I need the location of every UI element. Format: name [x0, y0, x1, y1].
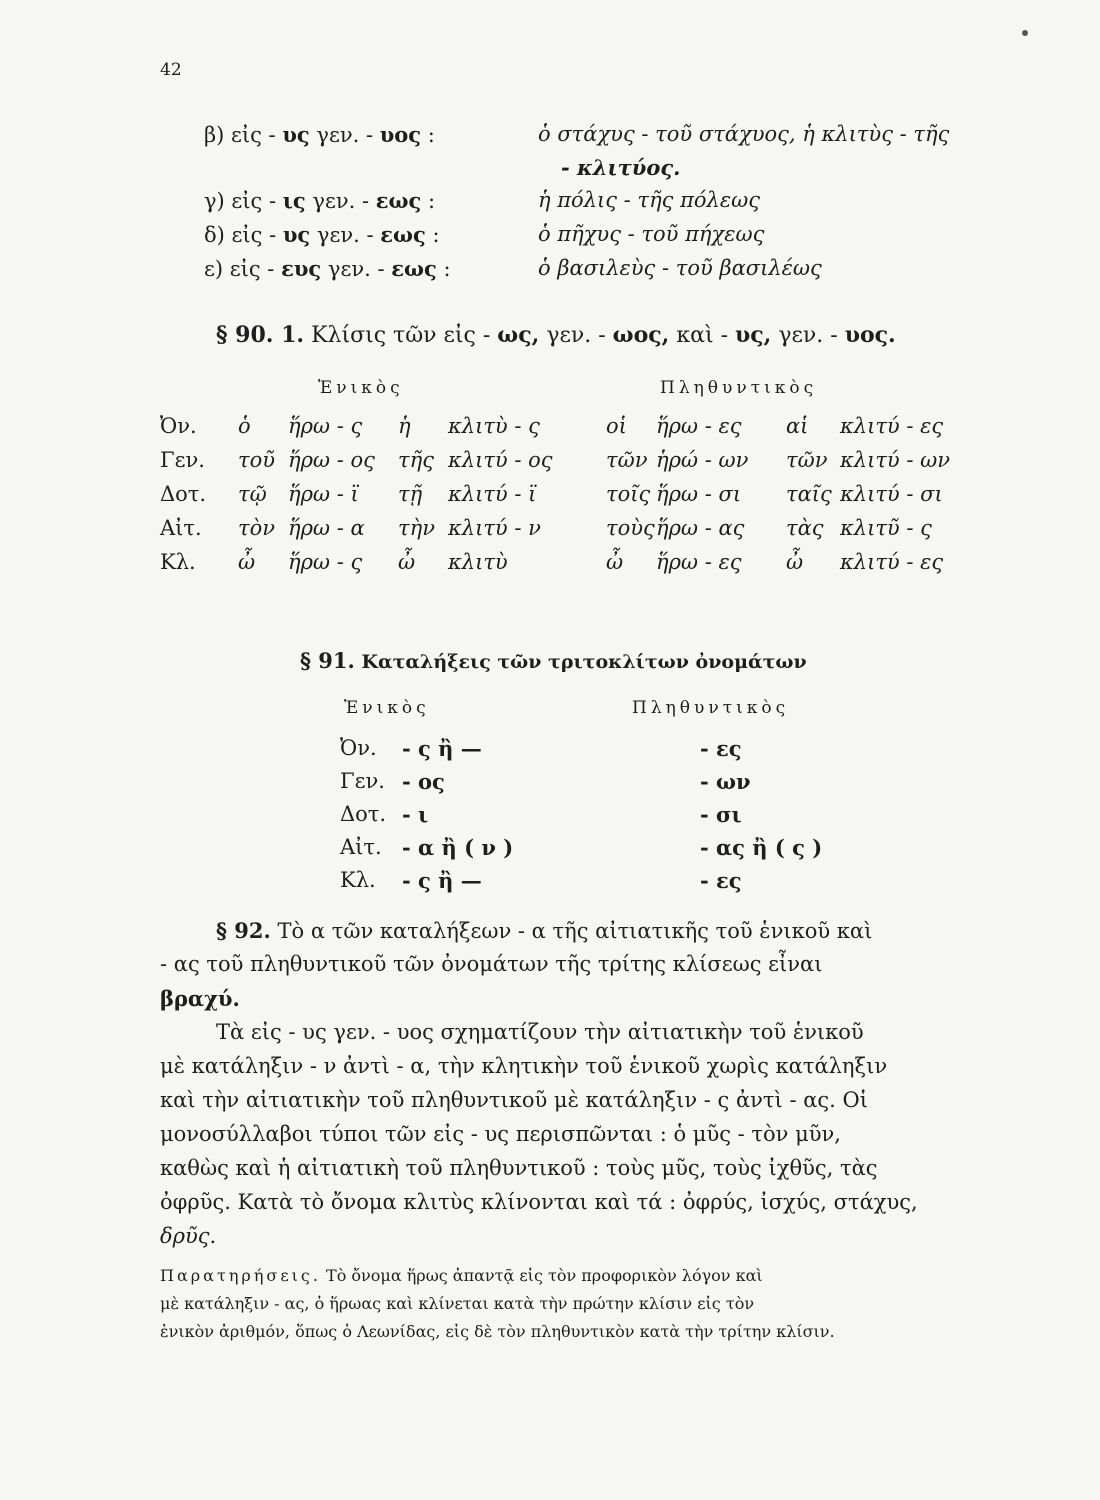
ending: - α ἢ ( ν )	[402, 835, 514, 860]
paragraph-line: καὶ τὴν αἰτιατικὴν τοῦ πληθυντικοῦ μὲ κατάληξιν - ς ἀντὶ - ας. Οἱ	[160, 1088, 868, 1112]
section-92-line-2: - ας τοῦ πληθυντικοῦ τῶν ὀνομάτων τῆς τρίτης κλίσεως εἶναι	[160, 952, 823, 976]
form: κλιτύ - ν	[448, 516, 541, 540]
case-label: Ὀν.	[340, 736, 377, 760]
case-label: Δοτ.	[160, 482, 207, 506]
ending-gamma	[204, 188, 435, 213]
genitive-label: γεν. -	[316, 223, 374, 247]
table-row	[0, 868, 1100, 902]
section-title-part: γεν. -	[546, 323, 606, 348]
singular-header: Ἑνικὸς	[318, 378, 404, 398]
form: ἥρω - ες	[656, 550, 742, 574]
case-label: Γεν.	[340, 769, 385, 793]
form: κλιτύ - σι	[840, 482, 943, 506]
case-label: Κλ.	[340, 868, 376, 892]
colon: :	[428, 189, 436, 213]
article: τοὺς	[606, 516, 655, 540]
page-number: 42	[160, 60, 182, 80]
ending: - ς ἢ —	[402, 868, 482, 893]
section-91-heading	[300, 648, 807, 673]
ending-suffix: υς	[282, 222, 311, 247]
plural-header: Πληθυντικὸς	[660, 378, 818, 398]
form: κλιτύ - ϊ	[448, 482, 537, 506]
ink-speck	[1022, 30, 1028, 36]
section-title: Κλίσις τῶν εἰς -	[311, 323, 491, 348]
case-label: Δοτ.	[340, 802, 387, 826]
article: τοῦ	[238, 448, 276, 472]
form: κλιτύ - ων	[840, 448, 951, 472]
article: οἱ	[606, 414, 627, 438]
ending: - ι	[402, 802, 429, 827]
table-row	[0, 448, 1100, 482]
ending-label: δ) εἰς -	[204, 223, 277, 247]
table-row	[0, 482, 1100, 516]
form: ἥρω - ς	[288, 550, 363, 574]
case-label: Κλ.	[160, 550, 196, 574]
form: κλιτύ - ος	[448, 448, 553, 472]
ending-suffix: ευς	[281, 256, 322, 281]
paragraph-line: ὀφρῦς. Κατὰ τὸ ὄνομα κλιτὺς κλίνονται καὶ τά : ὀφρύς, ἰσχύς, στάχυς,	[160, 1190, 918, 1214]
ending-suffix: ις	[282, 188, 306, 213]
article: τῷ	[238, 482, 267, 506]
table-row	[0, 736, 1100, 770]
ending: - ες	[700, 736, 742, 761]
article: τὸν	[238, 516, 276, 540]
ending: - σι	[700, 802, 742, 827]
form: κλιτὺ	[448, 550, 508, 574]
note-line-2: μὲ κατάληξιν - ας, ὁ ἥρωας καὶ κλίνεται κατὰ τὴν πρώτην κλίσιν εἰς τὸν	[160, 1294, 755, 1313]
ending: - ος	[402, 769, 445, 794]
article: ὦ	[606, 550, 624, 574]
ending-epsilon	[204, 256, 451, 281]
form: κλιτύ - ες	[840, 414, 944, 438]
article: ὁ	[238, 414, 251, 438]
section-number: § 92.	[216, 918, 271, 943]
article: τὰς	[786, 516, 824, 540]
suffix: υς,	[735, 322, 772, 348]
section-92-line-1	[216, 918, 872, 943]
ending-example: ἡ πόλις - τῆς πόλεως	[538, 188, 760, 212]
section-title-part: γεν. -	[778, 323, 838, 348]
case-label: Γεν.	[160, 448, 205, 472]
ending: - ες	[700, 868, 742, 893]
article: ἡ	[398, 414, 411, 438]
table-row	[0, 802, 1100, 836]
genitive-label: γεν. -	[327, 257, 385, 281]
suffix: υος.	[844, 322, 896, 348]
suffix: ως,	[497, 322, 540, 348]
section-number: § 91.	[300, 648, 355, 673]
ending-beta	[204, 122, 435, 147]
genitive-suffix: εως	[380, 222, 426, 247]
ending-label: β) εἰς -	[204, 123, 276, 147]
form: ἥρω - σι	[656, 482, 742, 506]
note-line-3: ἑνικὸν ἀριθμόν, ὅπως ὁ Λεωνίδας, εἰς δὲ τὸν πληθυντικὸν κατὰ τὴν τρίτην κλίσιν.	[160, 1322, 835, 1341]
case-label: Αἰτ.	[340, 835, 382, 859]
ending-example-cont: - κλιτύος.	[561, 155, 681, 180]
ending-example: ὁ στάχυς - τοῦ στάχυος, ἡ κλιτὺς - τῆς	[538, 122, 950, 146]
table-row	[0, 835, 1100, 869]
paragraph-line: μονοσύλλαβοι τύποι τῶν εἰς - υς περισπῶνται : ὁ μῦς - τὸν μῦν,	[160, 1122, 841, 1146]
section-90-heading	[216, 322, 896, 348]
singular-header: Ἑνικὸς	[344, 698, 430, 718]
paragraph-line: μὲ κατάληξιν - ν ἀντὶ - α, τὴν κλητικὴν τοῦ ἑνικοῦ χωρὶς κατάληξιν	[160, 1054, 888, 1078]
suffix: ωος,	[612, 322, 670, 348]
article: τὴν	[398, 516, 435, 540]
ending-example: ὁ πῆχυς - τοῦ πήχεως	[538, 222, 765, 246]
form: ἥρω - ας	[656, 516, 745, 540]
note-text: Τὸ ὄνομα ἥρως ἀπαντᾷ εἰς τὸν προφορικὸν λόγον καὶ	[326, 1266, 763, 1285]
note-line-1	[160, 1266, 763, 1285]
form: ἥρω - ος	[288, 448, 375, 472]
genitive-suffix: εως	[391, 256, 437, 281]
ending: - ς ἢ —	[402, 736, 482, 761]
section-title: Καταλήξεις τῶν τριτοκλίτων ὀνομάτων	[361, 651, 807, 673]
article: τῆς	[398, 448, 434, 472]
form: κλιτὺ - ς	[448, 414, 540, 438]
ending: - ων	[700, 769, 751, 794]
form: ἥρω - ϊ	[288, 482, 359, 506]
article: ὦ	[238, 550, 256, 574]
colon: :	[432, 223, 440, 247]
form: ἥρω - ες	[656, 414, 742, 438]
plural-header: Πληθυντικὸς	[632, 698, 790, 718]
form: ἥρω - ς	[288, 414, 363, 438]
genitive-suffix: υος	[379, 122, 422, 147]
case-label: Αἰτ.	[160, 516, 202, 540]
article: τῶν	[786, 448, 828, 472]
article: ὦ	[398, 550, 416, 574]
genitive-label: γεν. -	[312, 189, 370, 213]
paragraph-line: καθὼς καὶ ἡ αἰτιατικὴ τοῦ πληθυντικοῦ : τοὺς μῦς, τοὺς ἰχθῦς, τὰς	[160, 1156, 878, 1180]
section-number: § 90. 1.	[216, 322, 305, 348]
ending-example: ὁ βασιλεὺς - τοῦ βασιλέως	[538, 256, 822, 280]
table-row	[0, 414, 1100, 448]
case-label: Ὀν.	[160, 414, 197, 438]
table-row	[0, 550, 1100, 584]
paragraph-line: Τὰ εἰς - υς γεν. - υος σχηματίζουν τὴν αἰτιατικὴν τοῦ ἑνικοῦ	[216, 1020, 864, 1044]
paragraph-line: δρῦς.	[160, 1224, 217, 1248]
form: κλιτῦ - ς	[840, 516, 932, 540]
table-row	[0, 769, 1100, 803]
ending: - ας ἢ ( ς )	[700, 835, 823, 860]
form: ἡρώ - ων	[656, 448, 749, 472]
article: αἱ	[786, 414, 809, 438]
colon: :	[443, 257, 451, 281]
ending-delta	[204, 222, 440, 247]
section-title-part: καὶ -	[676, 323, 729, 348]
ending-label: ε) εἰς -	[204, 257, 275, 281]
form: ἥρω - α	[288, 516, 365, 540]
genitive-label: γεν. -	[316, 123, 374, 147]
section-92-line-3: βραχύ.	[160, 986, 240, 1011]
genitive-suffix: εως	[375, 188, 422, 213]
ending-label: γ) εἰς -	[204, 189, 277, 213]
article: τοῖς	[606, 482, 651, 506]
table-row	[0, 516, 1100, 550]
colon: :	[427, 123, 435, 147]
article: ὦ	[786, 550, 804, 574]
paragraph-text: Τὸ α τῶν καταλήξεων - α τῆς αἰτιατικῆς τοῦ ἑνικοῦ καὶ	[277, 919, 873, 943]
ending-suffix: υς	[282, 122, 310, 147]
form: κλιτύ - ες	[840, 550, 944, 574]
note-label: Παρατηρήσεις.	[160, 1266, 321, 1285]
article: τῇ	[398, 482, 423, 506]
article: ταῖς	[786, 482, 832, 506]
article: τῶν	[606, 448, 648, 472]
